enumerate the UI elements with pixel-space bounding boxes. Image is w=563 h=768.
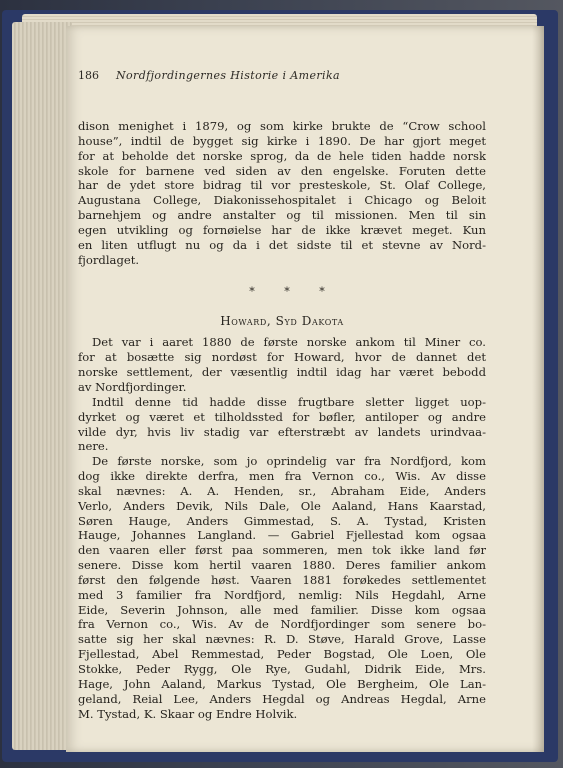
text-line: norske settlement, der væsentlig indtil idag har været bebodd: [78, 365, 486, 380]
paragraph-1: [78, 119, 486, 267]
text-line: M. Tystad, K. Skaar og Endre Holvik.: [78, 706, 298, 721]
text-line: dog ikke direkte derfra, men fra Vernon co., Wis. Av disse: [78, 469, 486, 484]
text-line: den vaaren eller først paa sommeren, men tok ikke land før: [78, 543, 486, 558]
page-header: [78, 69, 482, 87]
text-line: fjordlaget.: [78, 252, 140, 267]
text-line: først den følgende høst. Vaaren 1881 forøkedes settlementet: [78, 572, 486, 587]
section-heading: Howard, Syd Dakota: [220, 314, 344, 329]
text-line: Hage, John Aaland, Markus Tystad, Ole Bergheim, Ole Lan-: [78, 676, 486, 691]
text-line: egen utvikling og fornøielse har de ikke krævet meget. Kun: [78, 222, 486, 237]
text-line: De første norske, som jo oprindelig var fra Nordfjord, kom: [92, 454, 486, 469]
text-line: Det var i aaret 1880 de første norske ankom til Miner co.: [92, 335, 486, 350]
text-line: geland, Reial Lee, Anders Hegdal og Andreas Hegdal, Arne: [78, 691, 486, 706]
text-line: av Nordfjordinger.: [78, 379, 187, 394]
text-line: Hauge, Johannes Langland. — Gabriel Fjellestad kom ogsaa: [78, 528, 486, 543]
text-line: skole for barnene ved siden av den engelske. Foruten dette: [78, 163, 486, 178]
text-line: Eide, Severin Johnson, alle med familier. Disse kom ogsaa: [78, 602, 486, 617]
text-line: Stokke, Peder Rygg, Ole Rye, Gudahl, Didrik Eide, Mrs.: [78, 662, 486, 676]
text-line: Augustana College, Diakonissehospitalet i Chicago og Beloit: [78, 193, 486, 208]
text-line: for at beholde det norske sprog, da de hele tiden hadde norsk: [78, 148, 486, 163]
text-line: satte sig her skal nævnes: R. D. Støve, Harald Grove, Lasse: [78, 632, 486, 647]
text-line: dyrket og været et tilholdssted for bøfler, antiloper og andre: [78, 409, 486, 424]
spine-shadow: [532, 26, 544, 752]
running-head: Nordfjordingernes Historie i Amerika: [116, 69, 340, 82]
paragraph-2: [78, 335, 486, 394]
text-line: med 3 familier fra Nordfjord, nemlig: Nils Hegdahl, Arne: [78, 587, 486, 602]
text-line: senere. Disse kom hertil vaaren 1880. Deres familier ankom: [78, 558, 486, 573]
text-line: en liten utflugt nu og da i det sidste til et stevne av Nord-: [78, 237, 486, 252]
text-line: Indtil denne tid hadde disse frugtbare sletter ligget uop-: [92, 394, 486, 409]
text-line: har de ydet store bidrag til vor presteskole, St. Olaf College,: [78, 178, 486, 193]
text-line: vilde dyr, hvis liv stadig var efterstræbt av landets urindvaa-: [78, 424, 486, 439]
text-line: skal nævnes: A. A. Henden, sr., Abraham Eide, Anders: [78, 483, 486, 498]
paragraph-3: [78, 395, 486, 454]
page-edges-left: [12, 22, 72, 750]
text-line: fra Vernon co., Wis. Av de Nordfjordinger som senere bo-: [78, 617, 486, 632]
text-line: barnehjem og andre anstalter og til missionen. Men til sin: [78, 208, 486, 223]
text-line: for at bosætte sig nordøst for Howard, hvor de dannet det: [78, 350, 486, 365]
page-number: 186: [78, 69, 99, 82]
text-line: Fjellestad, Abel Remmestad, Peder Bogstad, Ole Loen, Ole: [78, 647, 486, 662]
asterisk: *: [284, 285, 290, 299]
text-line: house”, indtil de bygget sig kirke i 1890. De har gjort meget: [78, 133, 486, 148]
asterisk: *: [319, 285, 325, 299]
text-line: dison menighet i 1879, og som kirke brukte de “Crow school: [78, 119, 486, 133]
asterisk: *: [249, 285, 255, 299]
text-line: Verlo, Anders Devik, Nils Dale, Ole Aaland, Hans Kaarstad,: [78, 498, 486, 513]
page-body: [78, 119, 486, 721]
text-line: Søren Hauge, Anders Gimmestad, S. A. Tystad, Kristen: [78, 513, 486, 528]
paragraph-4: [78, 454, 486, 721]
text-line: nere.: [78, 439, 109, 454]
section-separator: [78, 279, 486, 305]
